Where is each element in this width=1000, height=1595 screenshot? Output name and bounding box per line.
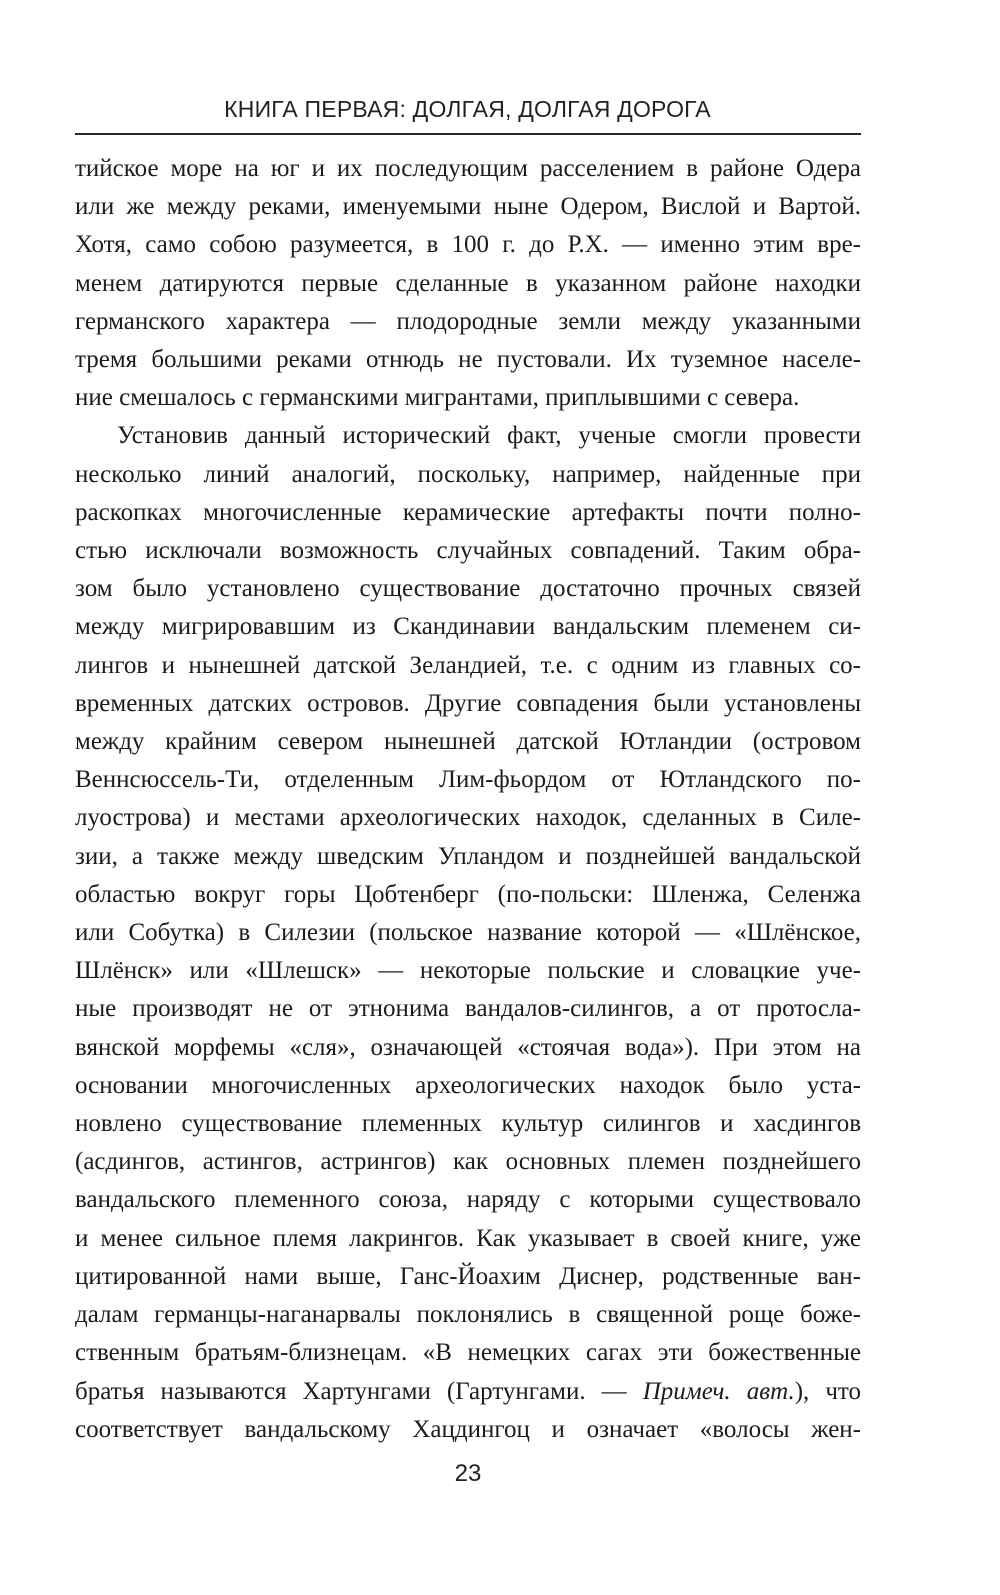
body-text: [75, 150, 861, 1449]
text-line-with-note: [75, 1373, 861, 1411]
text-line: луострова) и местами археологических находок, сделанных в Силе-: [75, 804, 861, 832]
text-line: менем датируются первые сделанные в указанном районе находки: [75, 269, 861, 297]
text-fragment: братья называются Хартунгами (Гартунгами. —: [75, 1377, 643, 1405]
author-note: Примеч. авт.: [642, 1377, 795, 1405]
text-line: ные производят не от этнонима вандалов-силингов, а от протосла-: [75, 995, 861, 1023]
text-line: Веннсюссель-Ти, отделенным Лим-фьордом от Ютландского по-: [75, 766, 861, 794]
text-line: или же между реками, именуемыми ныне Одером, Вислой и Вартой.: [75, 193, 861, 221]
text-line: соответствует вандальскому Хацдингоц и означает «волосы жен-: [75, 1415, 861, 1443]
text-line: цитированной нами выше, Ганс-Йоахим Диснер, родственные ван-: [75, 1262, 861, 1290]
text-line: (асдингов, астингов, астрингов) как основных племен позднейшего: [75, 1148, 861, 1176]
paragraph-2: [75, 417, 861, 1448]
text-fragment: ), что: [794, 1377, 862, 1405]
text-line: ственным братьям-близнецам. «В немецких сагах эти божественные: [75, 1339, 861, 1367]
text-line: между крайним севером нынешней датской Ютландии (островом: [75, 728, 861, 756]
text-line: несколько линий аналогий, поскольку, например, найденные при: [75, 460, 861, 488]
text-line: вандальского племенного союза, наряду с которыми существовало: [75, 1186, 861, 1214]
text-line: вянской морфемы «сля», означающей «стоячая вода»). При этом на: [75, 1033, 861, 1061]
text-line: между мигрировавшим из Скандинавии вандальским племенем си-: [75, 613, 861, 641]
text-line: Хотя, само собою разумеется, в 100 г. до Р.Х. — именно этим вре-: [75, 231, 861, 259]
text-line: ние смешалось с германскими мигрантами, приплывшими с севера.: [75, 384, 800, 412]
text-line: стью исключали возможность случайных совпадений. Таким обра-: [75, 537, 861, 565]
text-line: Шлёнск» или «Шлешск» — некоторые польские и словацкие уче-: [75, 957, 861, 985]
text-line: германского характера — плодородные земли между указанными: [75, 307, 861, 335]
text-line: тийское море на юг и их последующим расселением в районе Одера: [75, 155, 861, 182]
running-title: КНИГА ПЕРВАЯ: ДОЛГАЯ, ДОЛГАЯ ДОРОГА: [224, 96, 711, 122]
text-line: лингов и нынешней датской Зеландией, т.е. с одним из главных со-: [75, 651, 861, 679]
text-line: временных датских островов. Другие совпадения были установлены: [75, 689, 861, 717]
text-line: областью вокруг горы Цобтенберг (по-польски: Шленжа, Селенжа: [75, 880, 861, 908]
text-line: или Собутка) в Силезии (польское название которой — «Шлёнское,: [75, 919, 861, 947]
text-line: далам германцы-наганарвалы поклонялись в священной роще боже-: [75, 1301, 861, 1329]
text-line: раскопках многочисленные керамические артефакты почти полно-: [75, 498, 861, 526]
text-line: зии, а также между шведским Упландом и позднейшей вандальской: [75, 842, 861, 870]
text-line: и менее сильное племя лакрингов. Как указывает в своей книге, уже: [75, 1224, 861, 1252]
text-line: тремя большими реками отнюдь не пустовали. Их туземное населе-: [75, 346, 861, 374]
text-line: Установив данный исторический факт, ученые смогли провести: [117, 422, 861, 450]
text-line: зом было установлено существование достаточно прочных связей: [75, 575, 861, 603]
paragraph-1: [75, 150, 861, 417]
text-line: основании многочисленных археологических находок было уста-: [75, 1071, 861, 1099]
text-line: новлено существование племенных культур силингов и хасдингов: [75, 1110, 861, 1138]
header-rule: [75, 133, 861, 135]
page-number: 23: [454, 1460, 482, 1487]
